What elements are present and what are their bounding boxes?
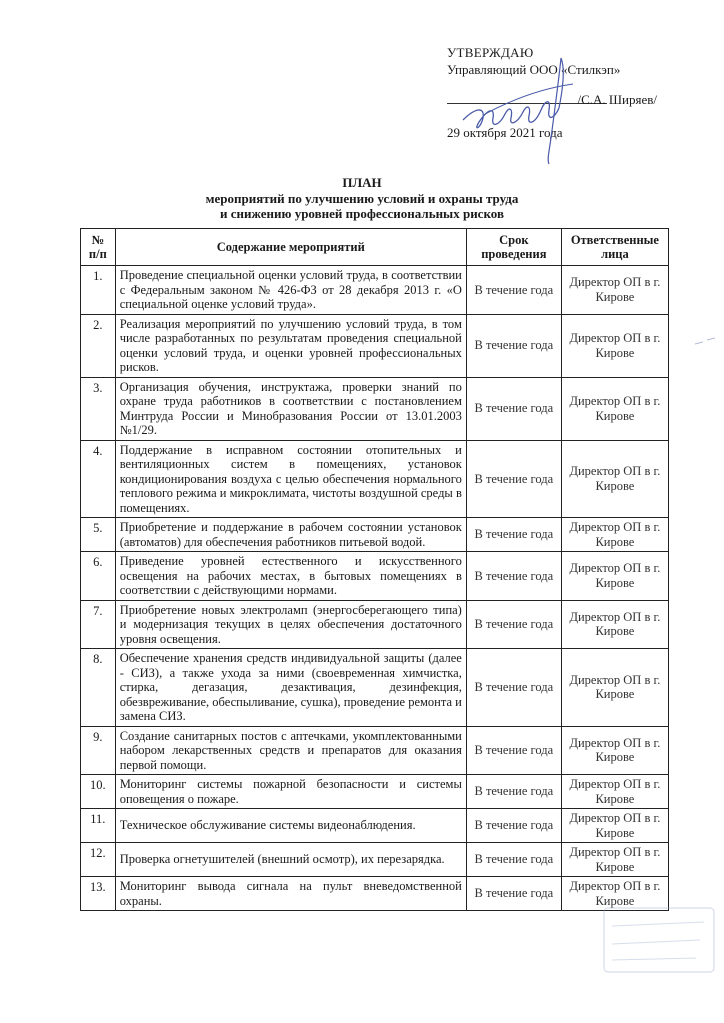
row-term: В течение года	[466, 649, 561, 727]
row-resp: Директор ОП в г. Кирове	[561, 843, 668, 877]
table-row	[81, 726, 669, 775]
table-row	[81, 600, 669, 649]
table-row	[81, 314, 669, 377]
plan-title: ПЛАН	[342, 175, 382, 190]
row-desc: Приобретение новых электроламп (энергосберегающего типа) и модернизация текущих в целях обеспечения достаточного уровня освещения.	[115, 600, 466, 649]
header-term: Срок проведения	[466, 229, 561, 266]
approval-block	[447, 44, 697, 141]
row-num: 8.	[81, 649, 116, 727]
row-resp: Директор ОП в г. Кирове	[561, 600, 668, 649]
row-term: В течение года	[466, 843, 561, 877]
approval-heading: УТВЕРЖДАЮ	[447, 45, 534, 60]
row-term: В течение года	[466, 600, 561, 649]
row-term: В течение года	[466, 377, 561, 440]
table-row	[81, 877, 669, 911]
header-num: № п/п	[81, 229, 116, 266]
table-header-row	[81, 229, 669, 266]
row-desc: Организация обучения, инструктажа, проверки знаний по охране труда работников в соответствии с постановлением Минтруда России и Минобразования России от 13.01.2003 №1/29.	[115, 377, 466, 440]
row-desc: Поддержание в исправном состоянии отопительных и вентиляционных систем в помещениях, установок кондиционирования воздуха с целью обеспечения нормального теплового режима и микроклимата, чистоты воздушной среды в помещениях.	[115, 440, 466, 518]
row-desc: Мониторинг вывода сигнала на пульт вневедомственной охраны.	[115, 877, 466, 911]
table-row	[81, 440, 669, 518]
row-desc: Техническое обслуживание системы видеонаблюдения.	[115, 809, 466, 843]
row-term: В течение года	[466, 440, 561, 518]
row-desc: Мониторинг системы пожарной безопасности и системы оповещения о пожаре.	[115, 775, 466, 809]
row-term: В течение года	[466, 314, 561, 377]
signature-line	[447, 84, 697, 110]
row-resp: Директор ОП в г. Кирове	[561, 809, 668, 843]
approval-date: 29 октября 2021 года	[447, 125, 563, 140]
row-num: 5.	[81, 518, 116, 552]
row-resp: Директор ОП в г. Кирове	[561, 440, 668, 518]
row-num: 6.	[81, 552, 116, 601]
measures-table	[80, 228, 669, 911]
row-term: В течение года	[466, 518, 561, 552]
row-resp: Директор ОП в г. Кирове	[561, 726, 668, 775]
row-num: 4.	[81, 440, 116, 518]
row-num: 2.	[81, 314, 116, 377]
row-desc: Обеспечение хранения средств индивидуальной защиты (далее - СИЗ), а также ухода за ними (своевременная химчистка, стирка, дегазация, дезактивация, дезинфекция, обезвреживание, обеспыливание, сушка), проведение ремонта и замена СИЗ.	[115, 649, 466, 727]
row-desc: Создание санитарных постов с аптечками, укомплектованными набором лекарственных средств и препаратов для оказания первой помощи.	[115, 726, 466, 775]
row-desc: Реализация мероприятий по улучшению условий труда, в том числе разработанных по результатам проведения специальной оценки условий труда, и оценки уровней профессиональных рисков.	[115, 314, 466, 377]
plan-subtitle-line1: мероприятий по улучшению условий и охраны труда	[205, 191, 519, 206]
row-desc: Приобретение и поддержание в рабочем состоянии установок (автоматов) для обеспечения работников питьевой водой.	[115, 518, 466, 552]
row-num: 13.	[81, 877, 116, 911]
table-row	[81, 775, 669, 809]
plan-subtitle-line2: и снижению уровней профессиональных рисков	[220, 206, 504, 221]
row-term: В течение года	[466, 775, 561, 809]
faded-stamp-icon	[600, 900, 720, 980]
row-num: 9.	[81, 726, 116, 775]
header-resp: Ответственные лица	[561, 229, 668, 266]
table-row	[81, 518, 669, 552]
table-row	[81, 649, 669, 727]
row-resp: Директор ОП в г. Кирове	[561, 877, 668, 911]
row-resp: Директор ОП в г. Кирове	[561, 266, 668, 315]
scan-mark-icon	[693, 330, 719, 354]
row-num: 11.	[81, 809, 116, 843]
approval-position: Управляющий ООО «Стилкэп»	[447, 62, 621, 77]
table-row	[81, 552, 669, 601]
row-num: 7.	[81, 600, 116, 649]
row-term: В течение года	[466, 552, 561, 601]
row-num: 12.	[81, 843, 116, 877]
signatory-name: /С.А. Ширяев/	[577, 92, 657, 107]
row-resp: Директор ОП в г. Кирове	[561, 377, 668, 440]
table-row	[81, 266, 669, 315]
row-term: В течение года	[466, 809, 561, 843]
row-num: 3.	[81, 377, 116, 440]
row-resp: Директор ОП в г. Кирове	[561, 314, 668, 377]
row-desc: Приведение уровней естественного и искусственного освещения на рабочих местах, в бытовых помещениях в соответствии с действующими нормами.	[115, 552, 466, 601]
row-resp: Директор ОП в г. Кирове	[561, 518, 668, 552]
table-row	[81, 377, 669, 440]
row-desc: Проведение специальной оценки условий труда, в соответствии с Федеральным законом № 426-ФЗ от 28 декабря 2013 г. «О специальной оценке условий труда».	[115, 266, 466, 315]
row-desc: Проверка огнетушителей (внешний осмотр), их перезарядка.	[115, 843, 466, 877]
row-resp: Директор ОП в г. Кирове	[561, 552, 668, 601]
table-row	[81, 843, 669, 877]
row-term: В течение года	[466, 266, 561, 315]
row-term: В течение года	[466, 877, 561, 911]
row-num: 1.	[81, 266, 116, 315]
row-term: В течение года	[466, 726, 561, 775]
table-row	[81, 809, 669, 843]
header-desc: Содержание мероприятий	[115, 229, 466, 266]
row-resp: Директор ОП в г. Кирове	[561, 649, 668, 727]
row-num: 10.	[81, 775, 116, 809]
row-resp: Директор ОП в г. Кирове	[561, 775, 668, 809]
